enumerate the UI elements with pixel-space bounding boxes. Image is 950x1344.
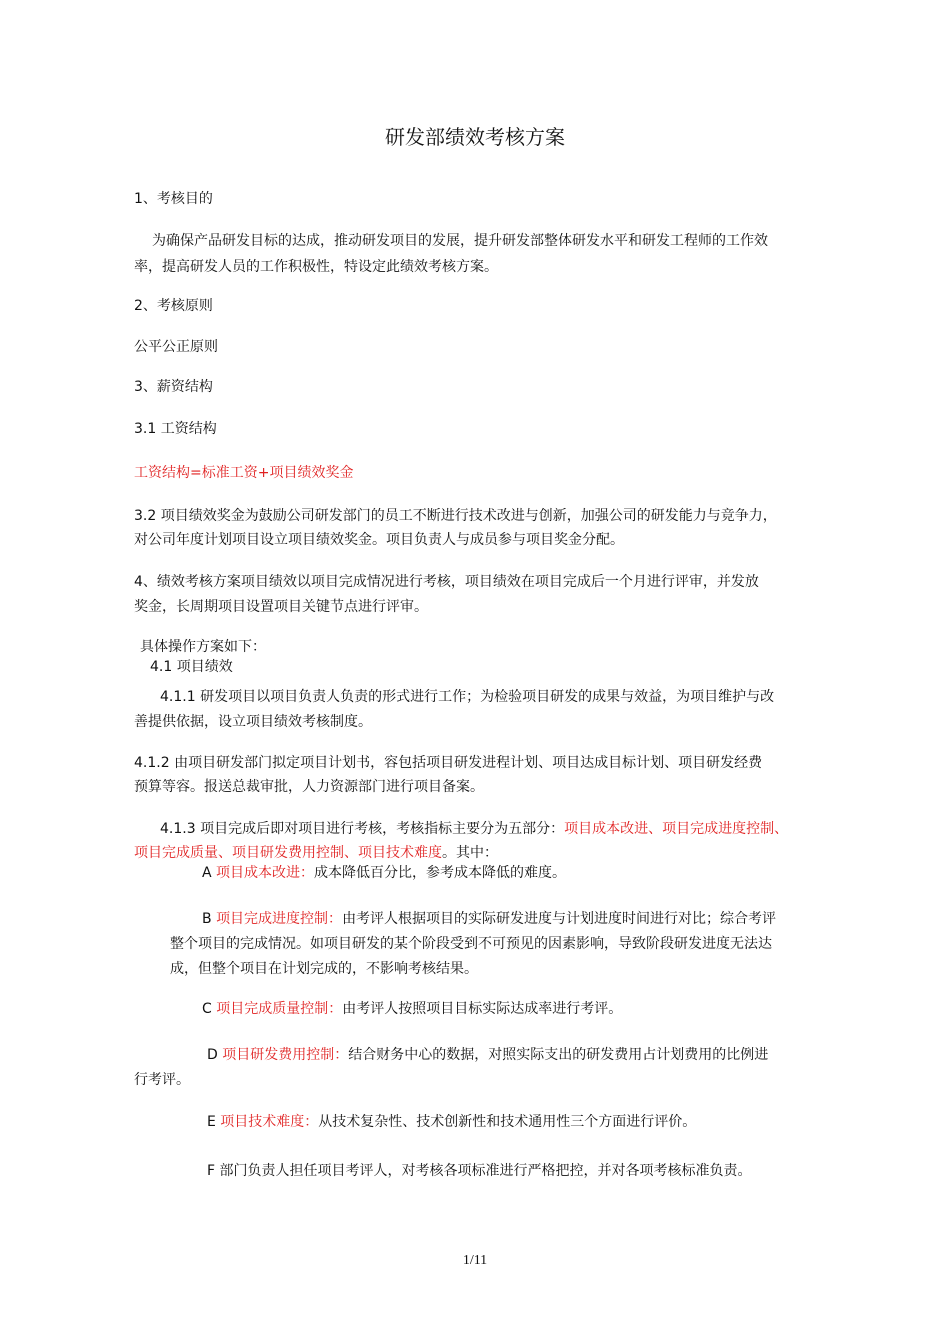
document-title: 研发部绩效考核方案 — [385, 125, 565, 149]
section-4-line-2: 奖金，长周期项目设置项目关键节点进行评审。 — [134, 599, 428, 615]
section-3-heading: 3、薪资结构 — [134, 379, 213, 395]
item-b-letter: B — [202, 911, 217, 927]
indicator-list-part-2: 项目完成质量、项目研发费用控制、项目技术难度 — [134, 845, 442, 861]
section-4-1-1-line-2: 善提供依据，设立项目绩效考核制度。 — [134, 714, 372, 730]
item-c-label: 项目完成质量控制： — [216, 1001, 343, 1017]
salary-formula: 工资结构=标准工资+项目绩效奖金 — [134, 465, 354, 481]
item-d-line-1 — [207, 1045, 768, 1065]
section-3-1-heading: 3.1 工资结构 — [134, 421, 217, 437]
item-f: F 部门负责人担任项目考评人，对考核各项标准进行严格把控，并对各项考核标准负责。 — [207, 1163, 752, 1179]
indicator-list-part-1: 项目成本改进、项目完成进度控制、 — [564, 821, 789, 837]
section-4-1-1-line-1: 4.1.1 研发项目以项目负责人负责的形式进行工作；为检验项目研发的成果与效益，为项目维护与改 — [160, 689, 775, 705]
section-3-2-line-1: 3.2 项目绩效奖金为鼓励公司研发部门的员工不断进行技术改进与创新，加强公司的研发能力与竞争力， — [134, 508, 777, 524]
item-b-line-3: 成，但整个项目在计划完成的，不影响考核结果。 — [170, 961, 478, 977]
item-e-label: 项目技术难度： — [220, 1114, 319, 1130]
item-e — [207, 1112, 696, 1132]
item-e-letter: E — [207, 1114, 221, 1130]
section-4-line-1: 4、绩效考核方案项目绩效以项目完成情况进行考核，项目绩效在项目完成后一个月进行评审，并发放 — [134, 574, 759, 590]
item-e-text: 从技术复杂性、技术创新性和技术通用性三个方面进行评价。 — [318, 1114, 697, 1130]
section-2-body: 公平公正原则 — [134, 339, 218, 355]
item-b-line-1 — [202, 909, 776, 929]
section-1-heading: 1、考核目的 — [134, 191, 213, 207]
section-1-body-line-2: 率，提高研发人员的工作积极性，特设定此绩效考核方案。 — [134, 259, 498, 275]
indicator-list-suffix: 。其中： — [442, 845, 498, 861]
section-3-2-line-2: 对公司年度计划项目设立项目绩效奖金。项目负责人与成员参与项目奖金分配。 — [134, 532, 624, 548]
item-c-text: 由考评人按照项目目标实际达成率进行考评。 — [342, 1001, 623, 1017]
section-4-1-2-line-1: 4.1.2 由项目研发部门拟定项目计划书，容包括项目研发进程计划、项目达成目标计划、项目研发经费 — [134, 755, 763, 771]
section-1-body-line-1: 为确保产品研发目标的达成，推动研发项目的发展，提升研发部整体研发水平和研发工程师的工作效 — [152, 233, 768, 249]
section-4-1-3-intro: 4.1.3 项目完成后即对项目进行考核，考核指标主要分为五部分： — [160, 821, 565, 837]
section-4-1-3-line-1 — [160, 819, 788, 839]
page-number: 1/11 — [462, 1253, 488, 1268]
item-a — [202, 863, 566, 883]
item-a-letter: A — [202, 865, 217, 881]
section-4-1-2-line-2: 预算等容。报送总裁审批，人力资源部门进行项目备案。 — [134, 779, 484, 795]
section-4-1-heading: 4.1 项目绩效 — [150, 659, 233, 675]
item-b-label: 项目完成进度控制： — [216, 911, 343, 927]
operation-heading: 具体操作方案如下： — [140, 639, 266, 655]
item-a-label: 项目成本改进： — [216, 865, 315, 881]
item-d-letter: D — [207, 1047, 223, 1063]
section-4-1-3-line-2 — [134, 843, 498, 863]
item-d-line-2: 行考评。 — [134, 1072, 190, 1088]
item-a-text: 成本降低百分比，参考成本降低的难度。 — [314, 865, 567, 881]
item-d-text-1: 结合财务中心的数据，对照实际支出的研发费用占计划费用的比例进 — [348, 1047, 769, 1063]
item-c — [202, 999, 622, 1019]
item-d-label: 项目研发费用控制： — [222, 1047, 349, 1063]
item-c-letter: C — [202, 1001, 217, 1017]
section-2-heading: 2、考核原则 — [134, 298, 213, 314]
item-b-text-1: 由考评人根据项目的实际研发进度与计划进度时间进行对比；综合考评 — [342, 911, 777, 927]
item-b-line-2: 整个项目的完成情况。如项目研发的某个阶段受到不可预见的因素影响，导致阶段研发进度无法达 — [170, 936, 772, 952]
